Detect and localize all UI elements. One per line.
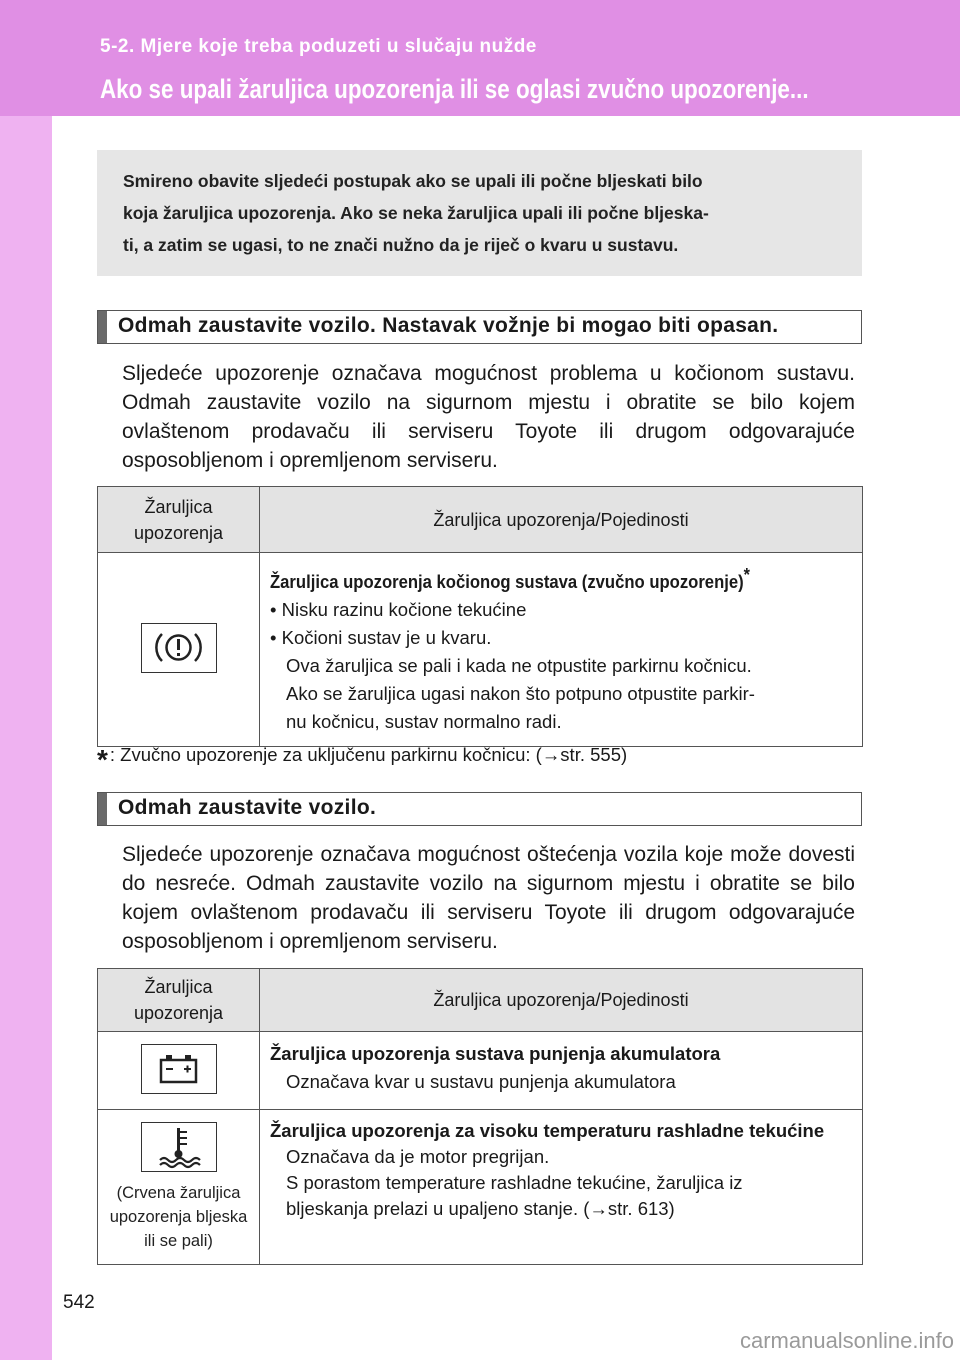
section-heading-text: Odmah zaustavite vozilo. [118, 796, 377, 819]
warning-title: Žaruljica upozorenja sustava punjenja akumulatora [270, 1043, 721, 1064]
section-label: 5-2. Mjere koje treba poduzeti u slučaju nužde [100, 36, 537, 57]
coolant-temperature-icon [141, 1122, 217, 1172]
page-header [0, 0, 960, 116]
warning-table-1 [97, 486, 863, 747]
table-header-cell: Žaruljica upozorenja/Pojedinosti [260, 487, 863, 553]
page-title: Ako se upali žaruljica upozorenja ili se oglasi zvučno upozorenje... [100, 74, 809, 104]
detail-line: bljeskanja prelazi u upaljeno stanje. (→str. 613) [286, 1198, 675, 1219]
intro-line: koja žaruljica upozorenja. Ako se neka žaruljica upali ili počne bljeska- [123, 203, 709, 223]
bullet-item: • Nisku razinu kočione tekućine [270, 599, 527, 621]
detail-line: Označava kvar u sustavu punjenja akumulatora [286, 1071, 676, 1092]
detail-line: Označava da je motor pregrijan. [286, 1146, 550, 1167]
detail-line: Ako se žaruljica ugasi nakon što potpuno otpustite parkir- [286, 683, 755, 705]
warning-table-2 [97, 968, 863, 1265]
heading-marker [98, 311, 107, 343]
watermark: carmanualsonline.info [739, 1328, 954, 1353]
table-header-cell: Žaruljica upozorenja/Pojedinosti [260, 969, 863, 1032]
heading-marker [98, 793, 107, 825]
footnote-mark: * [743, 565, 750, 585]
section-paragraph-1: Sljedeće upozorenje označava mogućnost problema u kočionom sustavu. Odmah zaustavite vozilo na sigurnom mjestu i obratite se bilo kojem ovlaštenom prodavaču ili serviseru Toyote ili drugom odgovarajuće osposobljenom i opremljenom serviseru. [122, 362, 855, 472]
brake-warning-icon [141, 623, 217, 673]
intro-line: Smireno obavite sljedeći postupak ako se upali ili počne bljeskati bilo [123, 171, 703, 191]
table-header-cell: Žaruljica upozorenja [98, 487, 260, 553]
left-margin-strip [0, 116, 52, 1360]
footnote [97, 736, 628, 775]
detail-line: S porastom temperature rashladne tekućine, žaruljica iz [286, 1172, 743, 1193]
warning-title: Žaruljica upozorenja za visoku temperaturu rashladne tekućine [270, 1120, 825, 1141]
intro-box [97, 150, 862, 276]
section-paragraph-2: Sljedeće upozorenje označava mogućnost oštećenja vozila koje može dovesti do nesreće. Odmah zaustavite vozilo na sigurnom mjestu i obratite se bilo kojem ovlaštenom prodavaču ili serviseru Toyote ili drugom odgovarajuće osposobljenom i opremljenom serviseru. [122, 843, 855, 953]
table-row [98, 1032, 863, 1110]
table-row [98, 1110, 863, 1265]
section-heading-text: Odmah zaustavite vozilo. Nastavak vožnje bi mogao biti opasan. [118, 314, 779, 337]
section-heading-1 [97, 310, 862, 344]
warning-title: Žaruljica upozorenja kočionog sustava (zvučno upozorenje)* [270, 565, 750, 593]
footnote-text: : Zvučno upozorenje za uključenu parkirnu kočnicu: (→str. 555) [109, 744, 628, 765]
section-heading-2 [97, 792, 862, 826]
table-row [98, 553, 863, 747]
page-number: 542 [63, 1292, 95, 1313]
detail-line: nu kočnicu, sustav normalno radi. [286, 711, 562, 733]
table-header-cell: Žaruljica upozorenja [98, 969, 260, 1032]
detail-line: Ova žaruljica se pali i kada ne otpustite parkirnu kočnicu. [286, 655, 752, 677]
bullet-item: • Kočioni sustav je u kvaru. [270, 627, 492, 649]
battery-icon [141, 1044, 217, 1094]
intro-line: ti, a zatim se ugasi, to ne znači nužno da je riječ o kvaru u sustavu. [123, 235, 679, 255]
icon-caption: (Crvena žaruljica upozorenja bljeska ili se pali) [109, 1184, 248, 1250]
footnote-mark: * [97, 744, 108, 775]
